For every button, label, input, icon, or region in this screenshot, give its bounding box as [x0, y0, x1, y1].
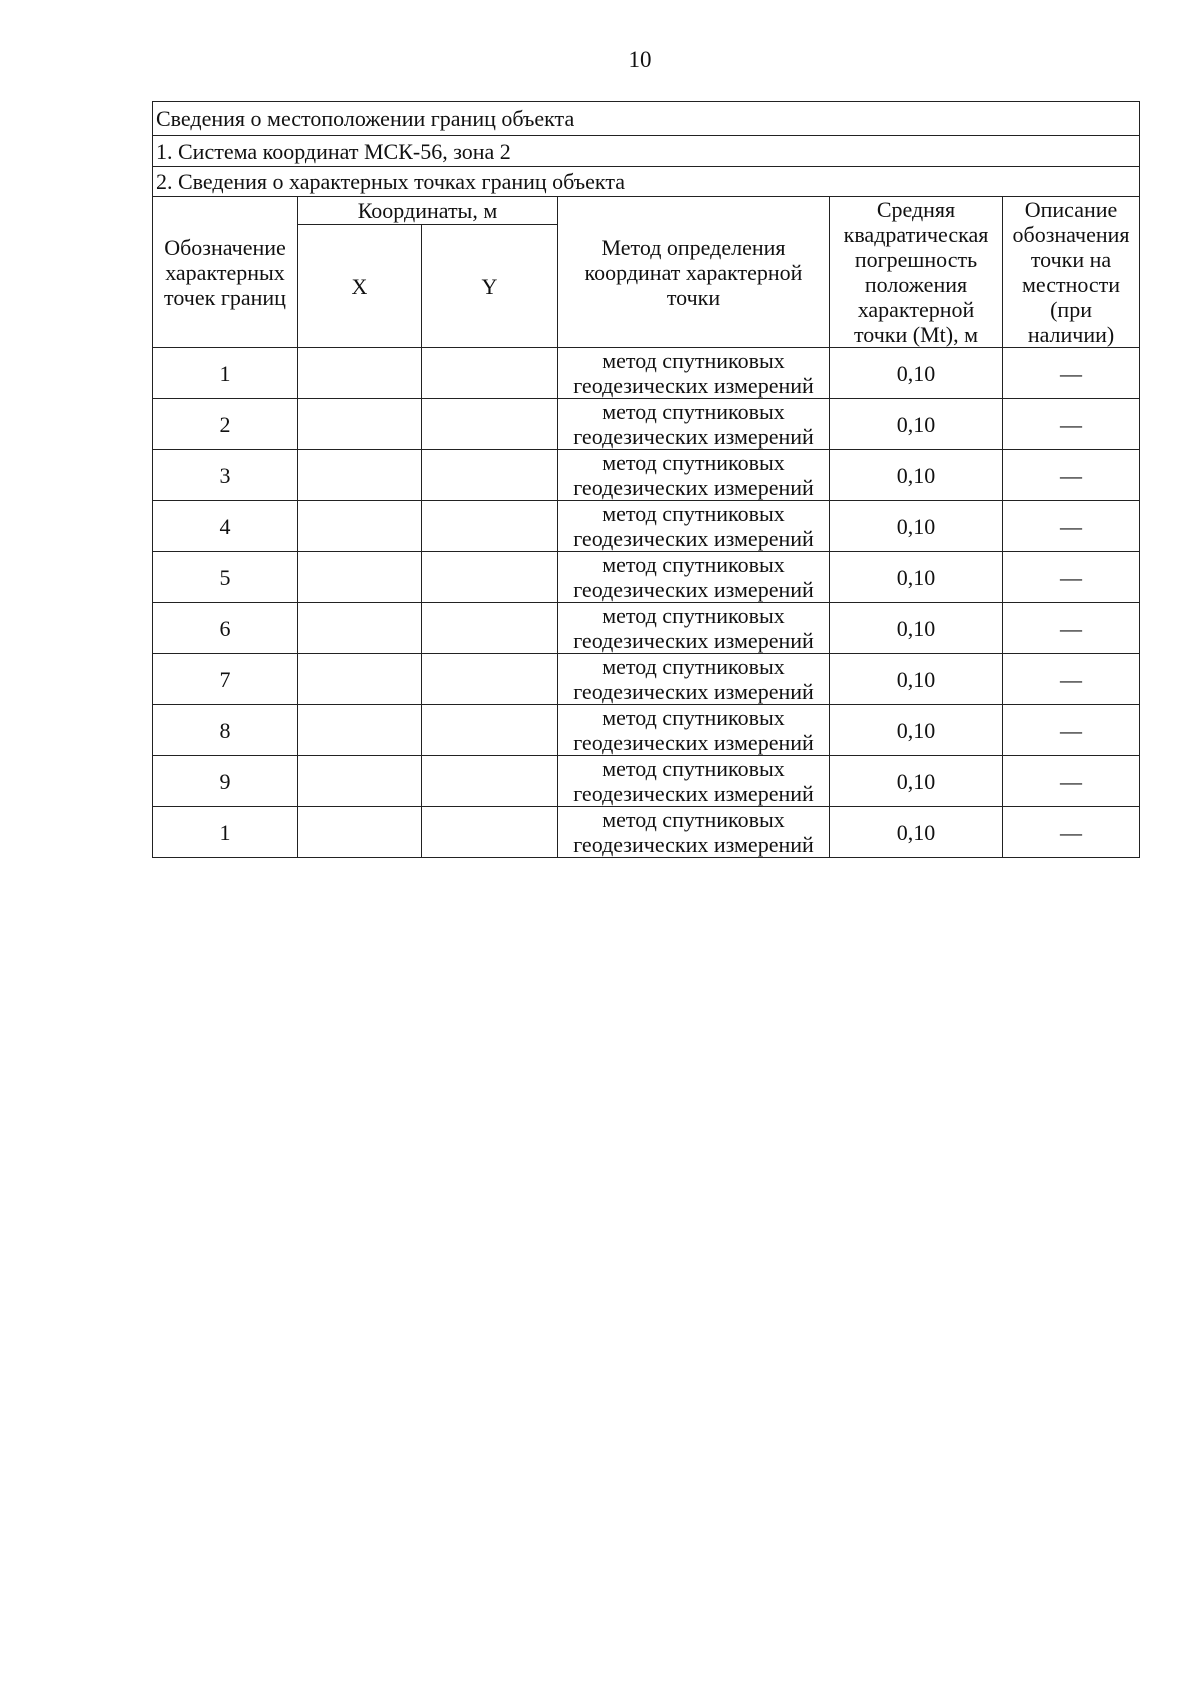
table-title-row: [153, 102, 1140, 136]
method-cell: [558, 705, 830, 756]
table-row: [153, 756, 1140, 807]
point-description: —: [1003, 756, 1140, 807]
method-line: геодезических измерений: [573, 577, 814, 602]
coordinate-y: [422, 552, 558, 603]
method-line: метод спутниковых: [602, 450, 785, 475]
method-line: геодезических измерений: [573, 628, 814, 653]
coordinate-y: [422, 399, 558, 450]
coordinate-y: [422, 348, 558, 399]
point-designation: 5: [153, 552, 298, 603]
point-description: —: [1003, 807, 1140, 858]
point-description: —: [1003, 705, 1140, 756]
mean-square-error: 0,10: [830, 654, 1003, 705]
method-cell: [558, 807, 830, 858]
coordinate-y: [422, 756, 558, 807]
method-line: геодезических измерений: [573, 781, 814, 806]
header-designation-line: характерных: [165, 259, 285, 285]
header-designation: [153, 197, 298, 348]
point-description: —: [1003, 654, 1140, 705]
method-line: метод спутниковых: [602, 501, 785, 526]
header-description-line: точки на: [1030, 247, 1112, 272]
header-error-line: положения: [864, 272, 968, 297]
point-description: —: [1003, 552, 1140, 603]
method-line: геодезических измерений: [573, 526, 814, 551]
mean-square-error: 0,10: [830, 552, 1003, 603]
coordinate-x: [298, 501, 422, 552]
coordinate-y: [422, 450, 558, 501]
method-line: геодезических измерений: [573, 424, 814, 449]
point-designation: 1: [153, 807, 298, 858]
table-row: [153, 603, 1140, 654]
method-cell: [558, 501, 830, 552]
point-designation: 1: [153, 348, 298, 399]
coordinate-x: [298, 654, 422, 705]
coordinate-x: [298, 603, 422, 654]
method-cell: [558, 756, 830, 807]
table-row: [153, 654, 1140, 705]
coordinate-y: [422, 654, 558, 705]
method-line: метод спутниковых: [602, 552, 785, 577]
point-description: —: [1003, 603, 1140, 654]
header-method-line: координат характерной: [584, 259, 803, 285]
header-method-line: Метод определения: [601, 234, 786, 260]
point-description: —: [1003, 348, 1140, 399]
point-description: —: [1003, 501, 1140, 552]
header-row-1: [153, 197, 1140, 225]
header-x: X: [298, 225, 422, 348]
mean-square-error: 0,10: [830, 603, 1003, 654]
method-line: метод спутниковых: [602, 348, 785, 373]
point-designation: 4: [153, 501, 298, 552]
header-y: Y: [422, 225, 558, 348]
header-description-line: местности: [1021, 272, 1121, 297]
mean-square-error: 0,10: [830, 807, 1003, 858]
coordinate-x: [298, 552, 422, 603]
method-cell: [558, 399, 830, 450]
method-line: метод спутниковых: [602, 654, 785, 679]
header-method: [558, 197, 830, 348]
header-error-line: Средняя: [876, 197, 956, 222]
method-cell: [558, 450, 830, 501]
coordinate-x: [298, 399, 422, 450]
method-line: геодезических измерений: [573, 373, 814, 398]
coordinate-y: [422, 705, 558, 756]
point-designation: 6: [153, 603, 298, 654]
table-row: [153, 348, 1140, 399]
coordinate-system: 1. Система координат МСК-56, зона 2: [153, 136, 1140, 167]
coordinate-system-row: [153, 136, 1140, 167]
coordinate-x: [298, 807, 422, 858]
points-section-title: 2. Сведения о характерных точках границ объекта: [153, 167, 1140, 197]
header-description-line: наличии): [1027, 322, 1115, 347]
table-row: [153, 501, 1140, 552]
header-error-line: квадратическая: [843, 222, 989, 247]
header-error-line: точки (Mt), м: [853, 322, 979, 347]
header-error-line: погрешность: [854, 247, 978, 272]
header-error: [830, 197, 1003, 348]
method-line: геодезических измерений: [573, 475, 814, 500]
method-line: геодезических измерений: [573, 832, 814, 857]
table-title: Сведения о местоположении границ объекта: [153, 102, 1140, 136]
method-cell: [558, 654, 830, 705]
header-error-line: характерной: [857, 297, 975, 322]
mean-square-error: 0,10: [830, 756, 1003, 807]
header-designation-line: точек границ: [164, 284, 286, 310]
method-line: метод спутниковых: [602, 756, 785, 781]
method-line: геодезических измерений: [573, 679, 814, 704]
table-row: [153, 552, 1140, 603]
method-line: метод спутниковых: [602, 603, 785, 628]
coordinate-x: [298, 705, 422, 756]
mean-square-error: 0,10: [830, 348, 1003, 399]
coordinate-y: [422, 807, 558, 858]
method-cell: [558, 552, 830, 603]
header-method-line: точки: [666, 284, 721, 310]
header-description-line: Описание: [1024, 197, 1118, 222]
point-designation: 9: [153, 756, 298, 807]
mean-square-error: 0,10: [830, 399, 1003, 450]
header-designation-line: Обозначение: [164, 234, 286, 260]
method-cell: [558, 348, 830, 399]
table-row: [153, 705, 1140, 756]
header-description-line: (при: [1050, 297, 1092, 322]
boundary-points-table: [152, 101, 1140, 858]
coordinate-x: [298, 756, 422, 807]
mean-square-error: 0,10: [830, 501, 1003, 552]
method-line: геодезических измерений: [573, 730, 814, 755]
header-coordinates: Координаты, м: [298, 197, 558, 225]
points-section-row: [153, 167, 1140, 197]
point-designation: 8: [153, 705, 298, 756]
point-designation: 3: [153, 450, 298, 501]
coordinate-y: [422, 603, 558, 654]
point-description: —: [1003, 399, 1140, 450]
mean-square-error: 0,10: [830, 705, 1003, 756]
method-cell: [558, 603, 830, 654]
mean-square-error: 0,10: [830, 450, 1003, 501]
point-designation: 7: [153, 654, 298, 705]
header-description-line: обозначения: [1012, 222, 1130, 247]
point-description: —: [1003, 450, 1140, 501]
table-row: [153, 807, 1140, 858]
coordinate-y: [422, 501, 558, 552]
coordinate-x: [298, 450, 422, 501]
coordinate-x: [298, 348, 422, 399]
method-line: метод спутниковых: [602, 705, 785, 730]
point-designation: 2: [153, 399, 298, 450]
table-row: [153, 450, 1140, 501]
table-body: [153, 348, 1140, 858]
header-description: [1003, 197, 1140, 348]
page-number: 10: [628, 47, 652, 72]
table-row: [153, 399, 1140, 450]
method-line: метод спутниковых: [602, 399, 785, 424]
method-line: метод спутниковых: [602, 807, 785, 832]
